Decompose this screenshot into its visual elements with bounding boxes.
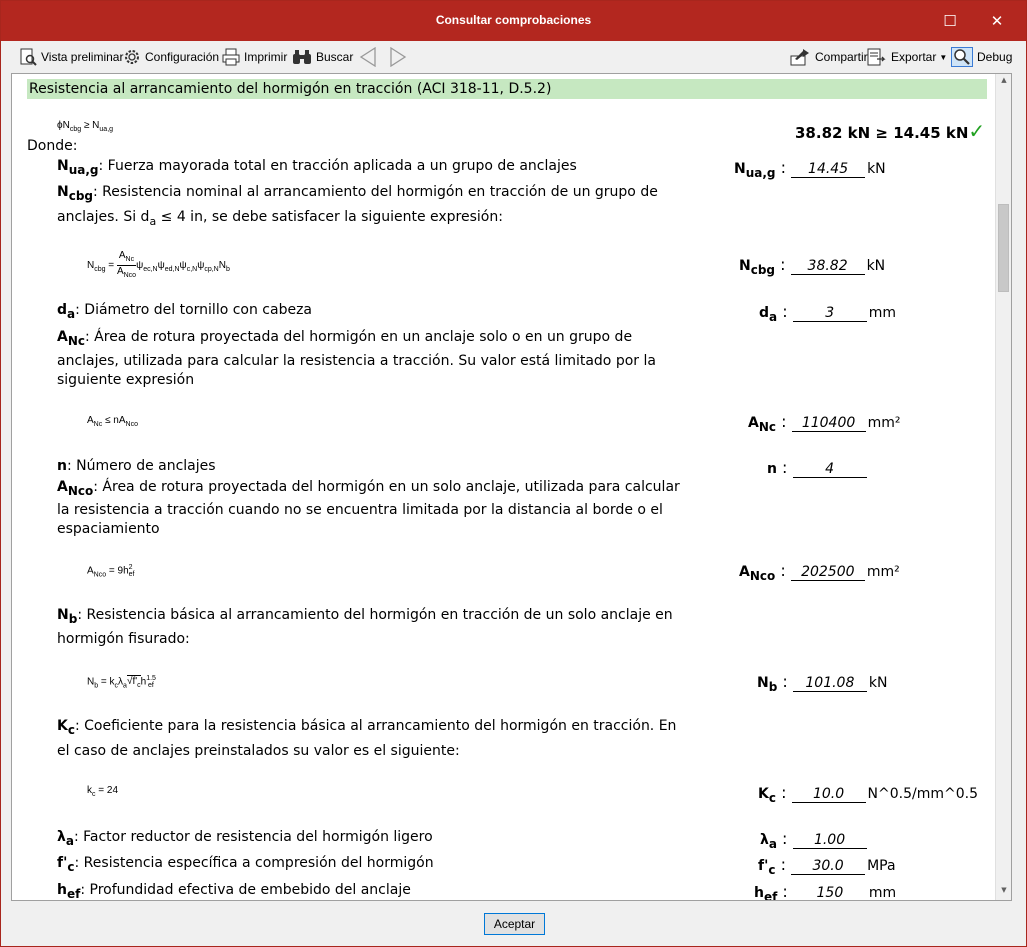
share-button[interactable] (789, 46, 868, 68)
accept-button[interactable]: Aceptar (484, 913, 545, 935)
fc-value-row: $f'_c$ : 30.0 MPa (758, 855, 896, 877)
anc-description-3: siguiente expresión (57, 372, 195, 388)
arrow-left-icon (359, 47, 377, 67)
printer-icon (222, 48, 240, 66)
arrow-right-icon (389, 47, 407, 67)
close-button[interactable]: ✕ (990, 12, 1004, 30)
check-result: 38.82 kN ≥ 14.45 kN✓ (795, 119, 986, 143)
preview-icon (19, 48, 37, 66)
window-title: Consultar comprobaciones (435, 13, 592, 27)
anco-formula: $A_{Nco} = 9h^2_{ef}$ (87, 564, 135, 579)
dialog-footer (1, 901, 1026, 946)
maximize-button[interactable]: ☐ (943, 12, 957, 30)
nb-description: $N_b$: Resistencia básica al arrancamiento del hormigón en tracción de un solo anclaje en (57, 607, 673, 626)
report-panel[interactable] (11, 73, 1012, 901)
preview-button[interactable] (19, 46, 123, 68)
ncbg-description: $N_{cbg}$: Resistencia nominal al arrancamiento del hormigón en tracción de un grupo de (57, 184, 658, 203)
nb-value: 101.08 (793, 675, 867, 692)
scroll-up-icon[interactable]: ▲ (1001, 76, 1007, 84)
lambda-value: 1.00 (793, 832, 867, 849)
export-button[interactable] (867, 46, 947, 68)
anco-description-3: espaciamiento (57, 521, 160, 537)
nuag-value-row: $N_{ua,g}$ : 14.45 kN (734, 158, 886, 180)
anc-value: 110400 (792, 415, 866, 432)
preview-label: Vista preliminar (41, 50, 124, 64)
nb-description-2: hormigón fisurado: (57, 631, 190, 647)
anc-formula: $A_{Nc} \le nA_{Nco}$ (87, 415, 138, 428)
section-title: Resistencia al arrancamiento del hormigón en tracción (ACI 318-11, D.5.2) (27, 79, 987, 99)
kc-value: 10.0 (792, 786, 866, 803)
config-button[interactable] (123, 46, 219, 68)
nuag-description: $N_{ua,g}$: Fuerza mayorada total en tracción aplicada a un grupo de anclajes (57, 158, 577, 177)
print-label: Imprimir (244, 50, 288, 64)
scroll-thumb[interactable] (998, 204, 1009, 292)
anc-description-2: anclajes, utilizada para calcular la resistencia a tracción. Su valor está limitado por la (57, 353, 656, 369)
anco-description: $A_{Nco}$: Área de rotura proyectada del hormigón en un solo anclaje, utilizada para calcular (57, 479, 680, 498)
n-value-row: n : 4 (767, 458, 867, 478)
export-icon (867, 48, 887, 66)
anco-value-row: $A_{Nco}$ : 202500 mm² (739, 561, 900, 583)
binoculars-icon (292, 48, 312, 66)
nuag-value: 14.45 (791, 161, 865, 178)
kc-value-row: $K_c$ : 10.0 N^0.5/mm^0.5 (758, 783, 979, 805)
da-value: 3 (793, 305, 867, 322)
debug-label: Debug (977, 50, 1013, 64)
report-content (12, 74, 997, 900)
nb-value-row: $N_b$ : 101.08 kN (757, 672, 888, 694)
anc-description: $A_{Nc}$: Área de rotura proyectada del hormigón en un anclaje solo o en un grupo de (57, 329, 633, 348)
previous-button[interactable] (359, 46, 381, 68)
hef-value: 150 (793, 885, 867, 901)
lambda-description: $\lambda_a$: Factor reductor de resistencia del hormigón ligero (57, 829, 433, 848)
n-description: n: Número de anclajes (57, 458, 216, 474)
export-label: Exportar (891, 50, 937, 64)
share-label: Compartir (815, 50, 868, 64)
ncbg-description-2: anclajes. Si $d_a \le 4$ in, se debe satisfacer la siguiente expresión: (57, 209, 503, 228)
anco-value: 202500 (791, 564, 865, 581)
kc-description: $K_c$: Coeficiente para la resistencia básica al arrancamiento del hormigón en tracción. En (57, 718, 677, 737)
ncbg-value: 38.82 (791, 258, 865, 275)
print-button[interactable] (222, 46, 287, 68)
where-label: Donde: (27, 138, 78, 154)
condition-formula: $\phi N_{cbg} \ge N_{ua,g}$ (57, 120, 114, 133)
debug-icon (951, 47, 973, 67)
toolbar (9, 41, 1019, 73)
vertical-scrollbar[interactable] (995, 74, 1011, 900)
lambda-value-row: $\lambda_a$ : 1.00 (760, 829, 867, 851)
title-bar[interactable] (1, 1, 1026, 41)
search-button[interactable] (292, 46, 353, 68)
checkmark-icon: ✓ (968, 119, 986, 143)
hef-description: $h_{ef}$: Profundidad efectiva de embebido del anclaje (57, 882, 411, 901)
next-button[interactable] (389, 46, 411, 68)
debug-button[interactable] (951, 46, 1012, 68)
ncbg-formula: $N_{cbg}$ = $A_{Nc}$ $A_{Nco}$ $\psi_{ec,N}\psi_{ed,N}\psi_{c,N}\psi_{cp,N}N_b$ (87, 250, 230, 279)
da-description: $d_a$: Diámetro del tornillo con cabeza (57, 302, 313, 321)
search-label: Buscar (316, 50, 354, 64)
nb-formula: $N_b = k_c\lambda_a√f'_ch^{1.5}_{ef}$ (87, 675, 156, 690)
anco-description-2: la resistencia a tracción cuando no se encuentra limitada por la distancia al borde o el (57, 502, 663, 518)
kc-formula: $k_c = 24$ (87, 785, 119, 798)
scroll-down-icon[interactable]: ▼ (1001, 886, 1007, 894)
fc-value: 30.0 (791, 858, 865, 875)
hef-value-row: $h_{ef}$ : 150 mm (754, 882, 897, 901)
kc-description-2: el caso de anclajes preinstalados su valor es el siguiente: (57, 743, 460, 759)
chevron-down-icon: ▼ (939, 52, 948, 62)
fc-description: $f'_c$: Resistencia específica a compresión del hormigón (57, 855, 434, 874)
gear-icon (123, 48, 141, 66)
n-value: 4 (793, 461, 867, 478)
anc-value-row: $A_{Nc}$ : 110400 mm² (748, 412, 901, 434)
ncbg-value-row: $N_{cbg}$ : 38.82 kN (739, 255, 886, 277)
config-label: Configuración (145, 50, 220, 64)
da-value-row: $d_a$ : 3 mm (759, 302, 896, 324)
share-icon (789, 48, 811, 66)
